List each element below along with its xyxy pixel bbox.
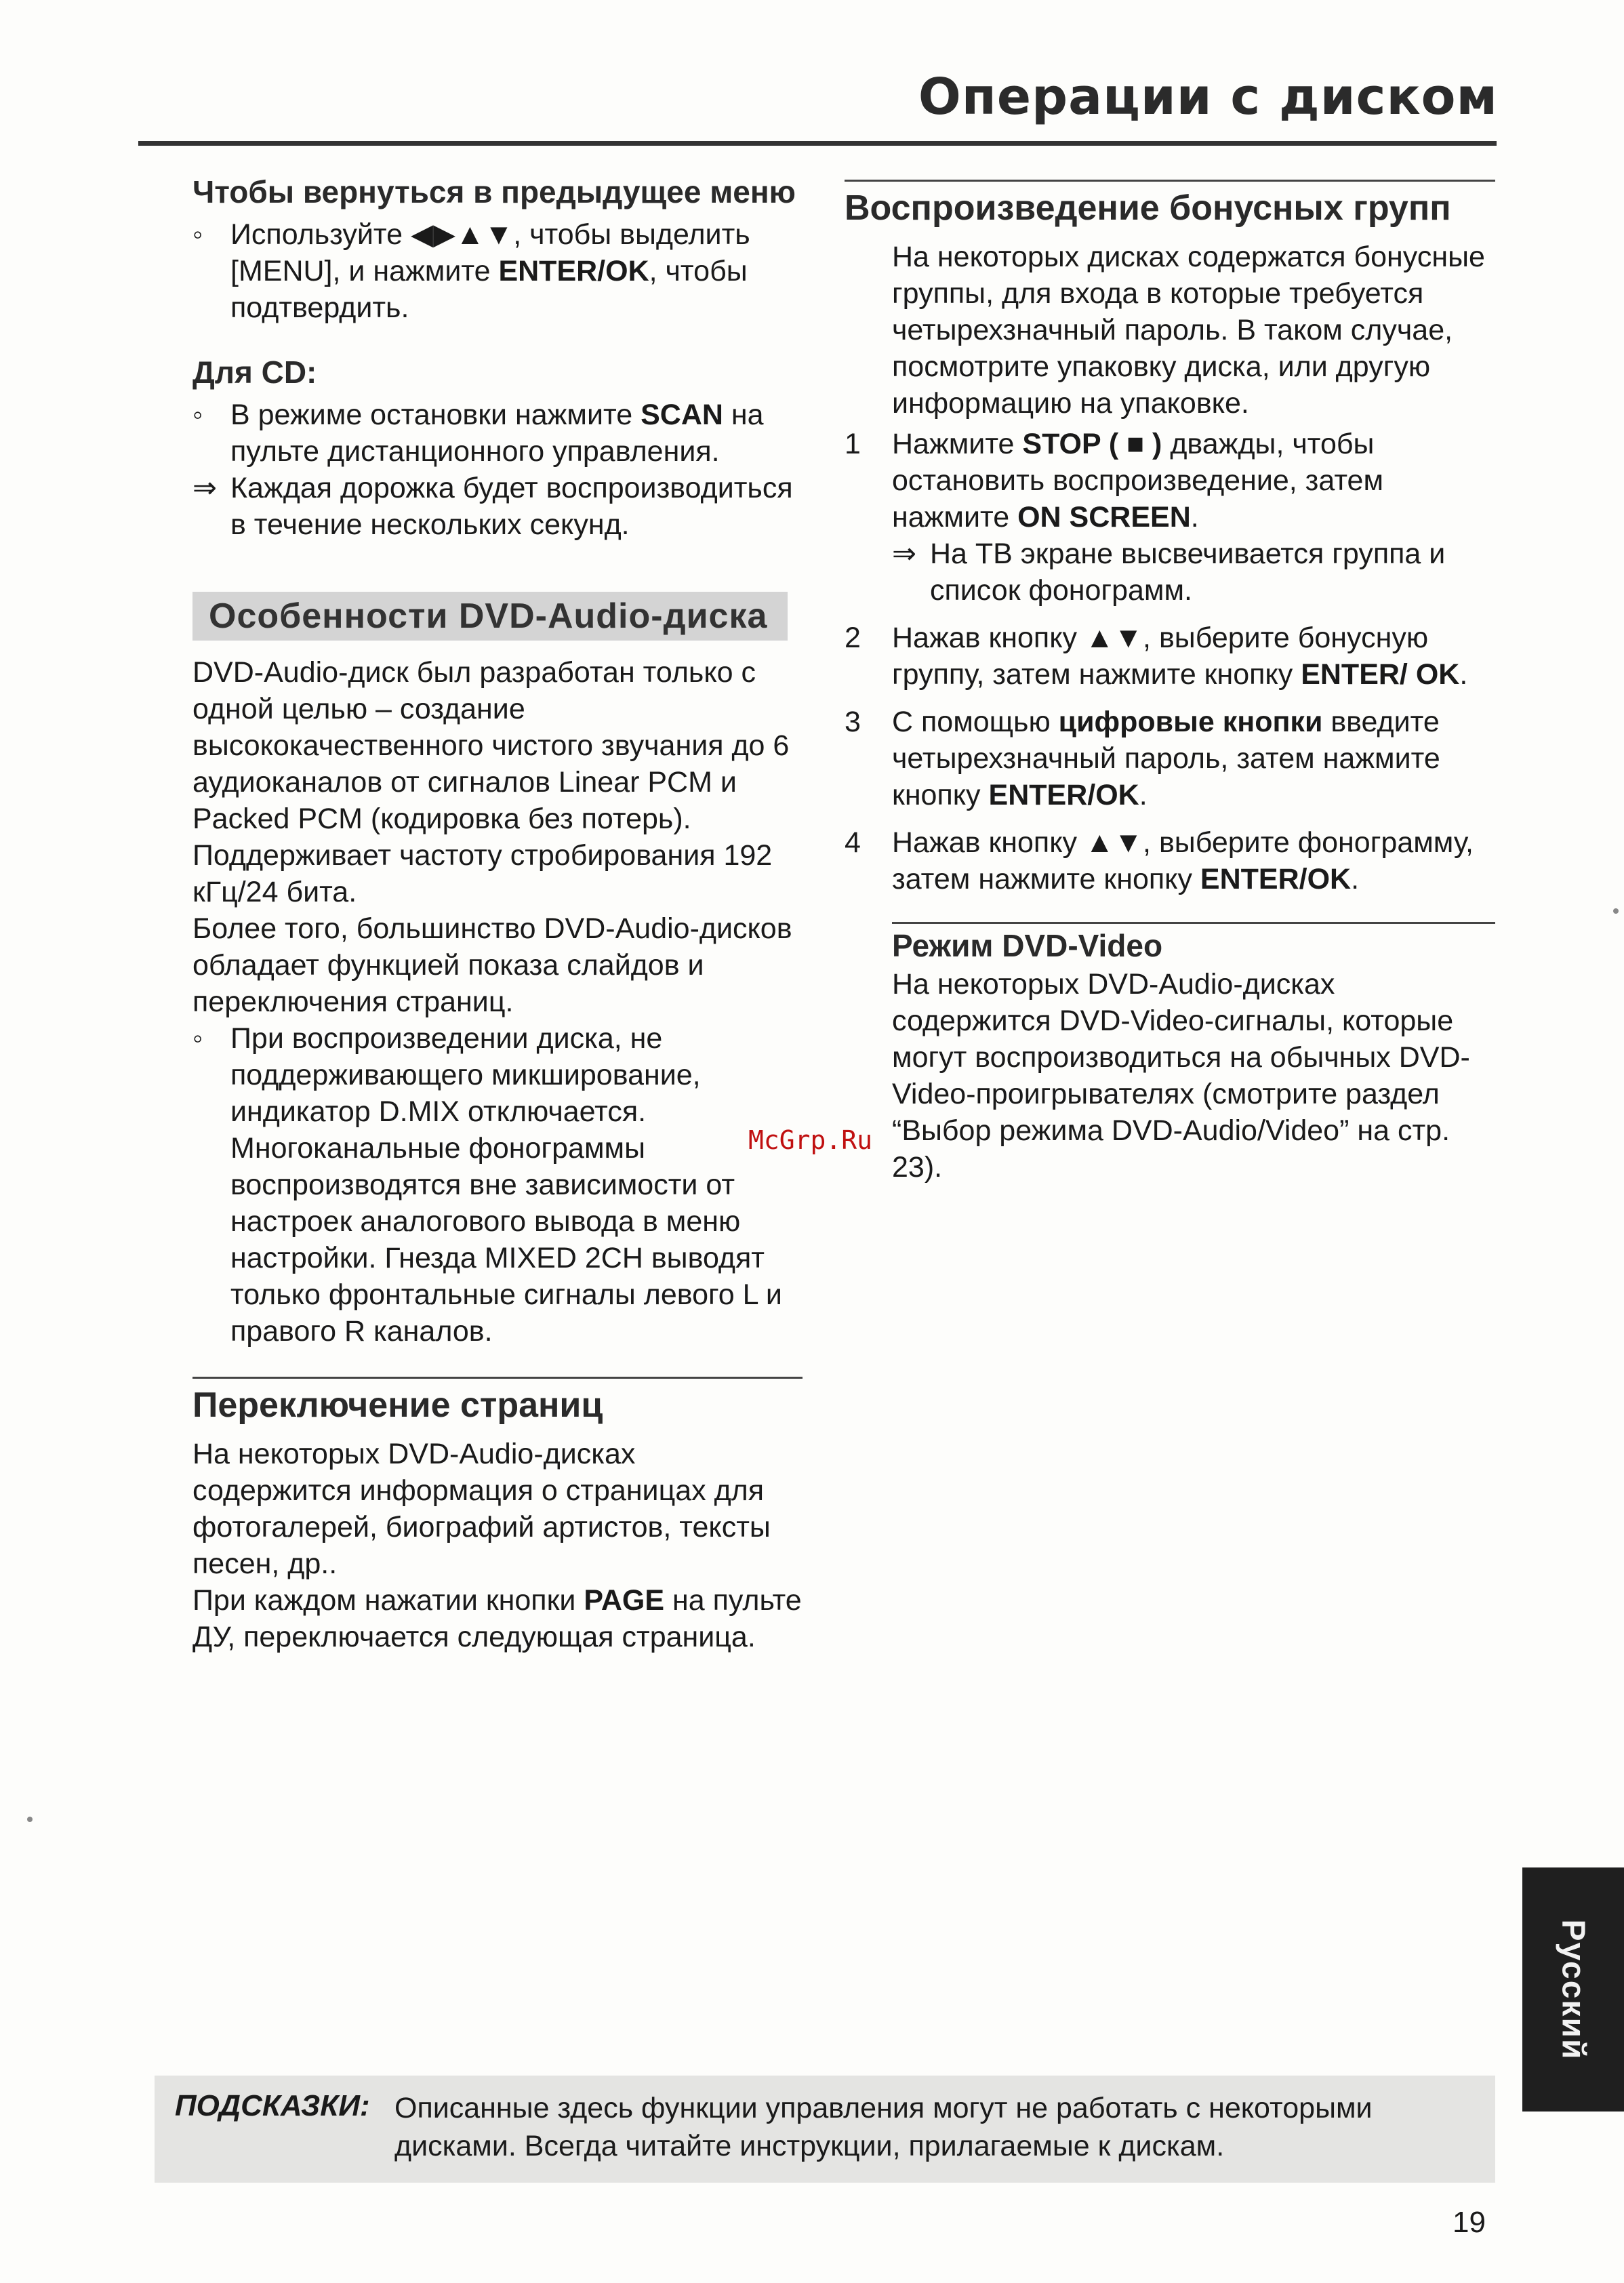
page-title: Операции с диском [918, 68, 1498, 126]
tips-box [155, 2076, 1495, 2183]
step-number: 4 [845, 826, 861, 859]
dvdvideo-heading: Режим DVD-Video [892, 928, 1163, 963]
bullet-icon: ◦ [192, 218, 203, 251]
right-column [845, 180, 1495, 1186]
bullet-icon: ◦ [192, 1022, 203, 1055]
dvdvideo-rule [892, 922, 1495, 924]
section-pages [192, 1377, 803, 1655]
section-dvdvideo [892, 927, 1495, 1186]
features-heading: Особенности DVD-Audio-диска [192, 592, 788, 641]
bonus-step-3: 3 С помощью цифровые кнопки введите четырехзначный пароль, затем нажмите кнопку ENTER/OK. [845, 704, 1495, 813]
watermark-link[interactable]: McGrp.Ru [748, 1125, 873, 1155]
features-text-2: Более того, большинство DVD-Audio-дисков обладает функцией показа слайдов и переключения страниц. [192, 912, 792, 1018]
arrow-icon: ⇒ [892, 538, 917, 570]
dvdvideo-text: На некоторых DVD-Audio-дисках содержится DVD-Video-сигналы, которые могут воспроизводиться на обычных DVD-Video-проигрывателях (смотрите раздел “Выбор режима DVD-Audio/Video” на стр. 23). [892, 968, 1470, 1184]
section-cd [192, 353, 803, 543]
section-prev-menu [192, 173, 803, 326]
cd-bullet: ◦ В режиме остановки нажмите SCAN на пульте дистанционного управления. [192, 397, 803, 470]
step-number: 2 [845, 622, 861, 654]
prev-menu-bullet: ◦ Используйте ◀▶▲▼, чтобы выделить [MENU], и нажмите ENTER/OK, чтобы подтвердить. [192, 216, 803, 326]
step-number: 3 [845, 706, 861, 738]
tips-label: ПОДСКАЗКИ: [175, 2089, 370, 2122]
scan-speck [1613, 908, 1619, 914]
cd-result: ⇒ Каждая дорожка будет воспроизводиться в течение нескольких секунд. [192, 470, 803, 543]
language-tab-label: Русский [1555, 1919, 1591, 2060]
section-features [192, 592, 803, 1350]
pages-heading: Переключение страниц [192, 1386, 603, 1425]
language-tab [1522, 1867, 1624, 2112]
bonus-rule [845, 180, 1495, 182]
left-column [192, 173, 803, 1655]
features-bullet: ◦ При воспроизведении диска, не поддерживающего микширование, индикатор D.MIX отключается. Многоканальные фонограммы воспроизводятся вне зависимости от настроек аналогового вывода в меню настройки. Гнезда MIXED 2CH выводят только фронтальные сигналы левого L и правого R каналов. [192, 1020, 803, 1350]
bonus-intro: На некоторых дисках содержатся бонусные группы, для входа в которые требуется четырехзначный пароль. В таком случае, посмотрите упаковку диска, или другую информацию на упаковке. [892, 241, 1485, 420]
prev-menu-heading: Чтобы вернуться в предыдущее меню [192, 174, 796, 209]
arrow-icon: ⇒ [192, 472, 218, 504]
bonus-step-4: 4 Нажав кнопку ▲▼, выберите фонограмму, затем нажмите кнопку ENTER/OK. [845, 824, 1495, 897]
bonus-step-2: 2 Нажав кнопку ▲▼, выберите бонусную группу, затем нажмите кнопку ENTER/ OK. [845, 620, 1495, 693]
cd-heading: Для CD: [192, 355, 317, 390]
bullet-icon: ◦ [192, 399, 203, 431]
scan-speck [27, 1817, 33, 1822]
pages-text-2: При каждом нажатии кнопки PAGE на пульте ДУ, переключается следующая страница. [192, 1584, 802, 1653]
title-rule [138, 141, 1497, 146]
bonus-step-1: 1 Нажмите STOP ( ■ ) дважды, чтобы остановить воспроизведение, затем нажмите ON SCREEN. ⇒ На ТВ экране высвечивается группа и список фонограмм. [845, 426, 1495, 609]
pages-text-1: На некоторых DVD-Audio-дисках содержится информация о страницах для фотогалерей, биографий артистов, тексты песен, др.. [192, 1438, 771, 1580]
page-number: 19 [1453, 2206, 1486, 2239]
step-number: 1 [845, 428, 861, 460]
tips-text: Описанные здесь функции управления могут не работать с некоторыми дисками. Всегда читайте инструкции, прилагаемые к дискам. [394, 2092, 1373, 2162]
bonus-heading: Воспроизведение бонусных групп [845, 188, 1451, 228]
step-1-result: ⇒ На ТВ экране высвечивается группа и список фонограмм. [892, 536, 1495, 609]
pages-rule [192, 1377, 803, 1379]
features-text-1: DVD-Audio-диск был разработан только с одной целью – создание высококачественного чистого звучания до 6 аудиоканалов от сигналов Linear PCM и Packed PCM (кодировка без потерь). Поддерживает частоту стробирования 192 кГц/24 бита. [192, 656, 790, 908]
